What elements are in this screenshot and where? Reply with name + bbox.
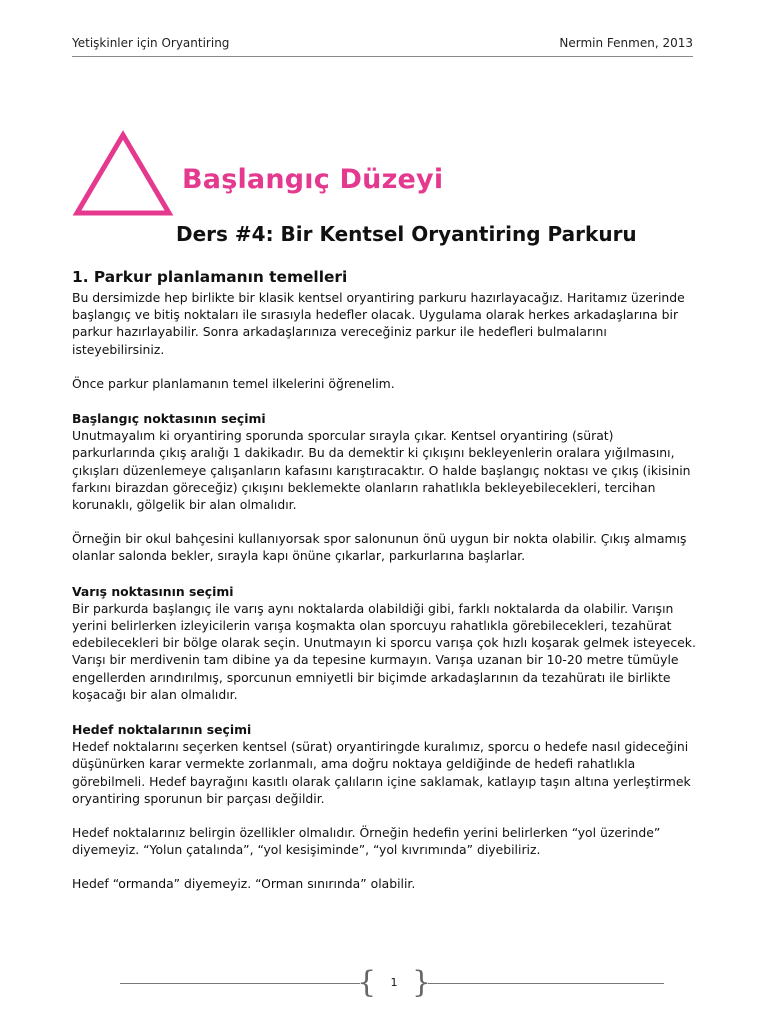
triangle-icon — [72, 130, 174, 218]
subheading-start-point: Başlangıç noktasının seçimi — [72, 411, 266, 427]
paragraph-finish-1: Bir parkurda başlangıç ile varış aynı noktalarda olabildiği gibi, farklı noktalarda da olabilir. Varışın yerini belirlerken izleyicilerin varışa koşmakta olan sporcuyu rahatlıkla görebilecekleri, tezahürat edebilecekleri bir bölge olarak seçin. Unutmayın ki sporcu varışa çok hızlı koşarak gelmek isteyecek. Varışı bir merdivenin tam dibine ya da tepesine kurmayın. Varışa uzanan bir 10-20 metre tümüyle engellerden arındırılmış, sporcunun emniyetli bir biçimde arkadaşlarının da tezahüratı ile birlikte koşacağı bir alan olmalıdır. — [72, 600, 696, 702]
level-title: Başlangıç Düzeyi — [182, 164, 444, 195]
paragraph-intro: Bu dersimizde hep birlikte bir klasik kentsel oryantiring parkuru hazırlayacağız. Haritamız üzerinde başlangıç ve bitiş noktaları ile sırasıyla hedefler olacak. Uygulama olarak herkes arkadaşlarına bir parkur hazırlayabilir. Sonra arkadaşlarınıza vereceğiniz parkur ile hedefleri bulmalarını isteyebilirsiniz. — [72, 290, 685, 357]
section-heading-planning-basics: 1. Parkur planlamanın temelleri — [72, 268, 348, 286]
page-header — [72, 36, 693, 57]
paragraph-start-2: Örneğin bir okul bahçesini kullanıyorsak spor salonunun önü uygun bir nokta olabilir. Çıkış almamış olanlar salonda bekler, sırayla kapı önüne çıkarlar, parkurlarına başlarlar. — [72, 531, 687, 564]
footer-rule-right — [428, 983, 664, 984]
paragraph-lead: Önce parkur planlamanın temel ilkelerini öğrenelim. — [72, 375, 395, 391]
left-brace-icon: { — [357, 965, 377, 1000]
lesson-title: Ders #4: Bir Kentsel Oryantiring Parkuru — [176, 222, 637, 246]
footer-rule-left — [120, 983, 360, 984]
paragraph-start-1: Unutmayalım ki oryantiring sporunda sporcular sırayla çıkar. Kentsel oryantiring (sürat) parkurlarında çıkış aralığı 1 dakikadır. Bu da demektir ki çıkışını bekleyenlerin oralara yığılmasını, çıkışları düzenlemeye çalışanların kafasını karıştıracaktır. O halde başlangıç noktası ve çıkış (ikisinin farkını birazdan göreceğiz) çıkışını beklemekte olanların rahatlıkla bekleyebilecekleri, tercihan korunaklı, gölgelik bir alan olmalıdır. — [72, 428, 691, 513]
paragraph-controls-3: Hedef “ormanda” diyemeyiz. “Orman sınırında” olabilir. — [72, 876, 416, 892]
header-author-year: Nermin Fenmen, 2013 — [559, 36, 693, 50]
page-number: 1 — [390, 976, 398, 989]
right-brace-icon: } — [412, 965, 432, 1000]
paragraph-controls-1: Hedef noktalarını seçerken kentsel (sürat) oryantiringde kuralımız, sporcu o hedefe nasıl gideceğini düşünürken karar vermekte zorlanmalı, ama doğru noktaya geldiğinde de hedefi rahatlıkla görebilmeli. Hedef bayrağını kasıtlı olarak çalıların içine saklamak, katlayıp taşın altına yerleştirmek oryantiring sporunun bir parçası değildir. — [72, 739, 691, 806]
subheading-control-points: Hedef noktalarının seçimi — [72, 722, 252, 738]
paragraph-controls-2: Hedef noktalarınız belirgin özellikler olmalıdır. Örneğin hedefin yerini belirlerken “yol üzerinde” diyemeyiz. “Yolun çatalında”, “yol kesişiminde”, “yol kıvrımında” diyebiliriz. — [72, 825, 661, 858]
document-body — [72, 266, 696, 910]
subheading-finish-point: Varış noktasının seçimi — [72, 583, 234, 599]
header-document-title: Yetişkinler için Oryantiring — [72, 36, 230, 50]
